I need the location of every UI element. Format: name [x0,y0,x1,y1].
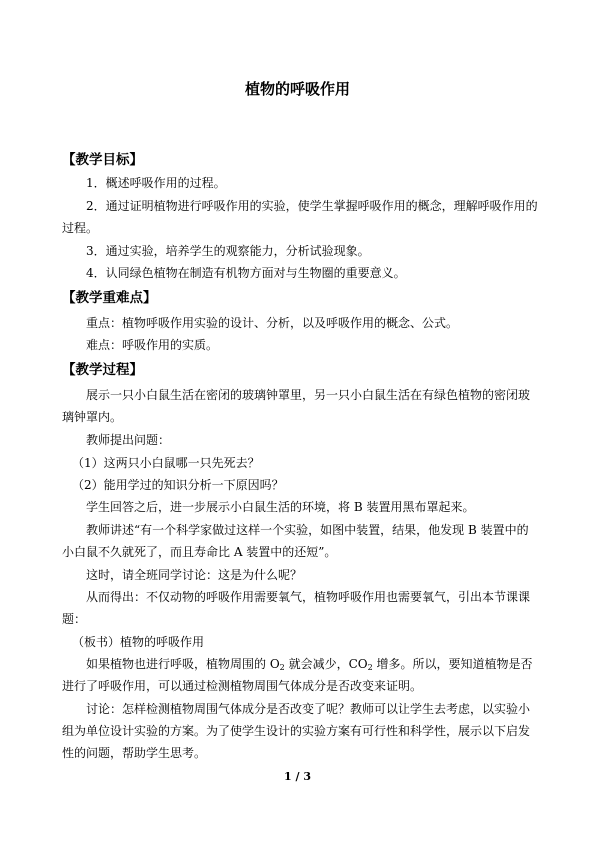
goal-item-3: 3．通过实验，培养学生的观察能力，分析试验现象。 [86,244,370,258]
goal-item-2: 2．通过证明植物进行呼吸作用的实验，使学生掌握呼吸作用的概念，理解呼吸作用的过程。 [62,199,538,235]
page-title: 植物的呼吸作用 [244,80,350,98]
process-paragraph: 如果植物也进行呼吸，植物周围的 $O_2$ 就会减少，$CO_2$ 增多。所以，要知道植物是否进行了呼吸作用，可以通过检测植物周围气体成分是否改变来证明。 [62,657,533,693]
process-paragraph: 讨论：怎样检测植物周围气体成分是否改变了呢？教师可以让学生去考虑，以实验小组为单位设计实验的方案。为了使学生设计的实验方案有可行性和科学性，展示以下启发性的问题，帮助学生思考。 [62,702,531,760]
key-points-heading: 【教学重难点】 [62,290,157,306]
process-paragraph: 这时，请全班同学讨论：这是为什么呢？ [86,568,303,582]
question-item: （2）能用学过的知识分析一下原因吗？ [72,478,284,492]
page-number: 1 / 3 [284,770,311,783]
focus-text: 重点：植物呼吸作用实验的设计、分析，以及呼吸作用的概念、公式。 [86,316,459,330]
board-note: （板书）植物的呼吸作用 [72,635,205,649]
question-item: （1）这两只小白鼠哪一只先死去？ [72,456,260,470]
process-paragraph: 展示一只小白鼠生活在密闭的玻璃钟罩里，另一只小白鼠生活在有绿色植物的密闭玻璃钟罩内。 [62,388,531,424]
process-paragraph: 教师提出问题： [86,433,171,447]
process-heading: 【教学过程】 [62,362,143,378]
process-paragraph: 从而得出：不仅动物的呼吸作用需要氧气，植物呼吸作用也需要氧气，引出本节课课题： [62,590,531,626]
process-paragraph: 学生回答之后，进一步展示小白鼠生活的环境，将 B 装置用黑布罩起来。 [86,500,475,514]
difficulty-text: 难点：呼吸作用的实质。 [86,338,219,352]
goal-item-1: 1．概述呼吸作用的过程。 [86,176,226,190]
goals-heading: 【教学目标】 [62,152,143,168]
process-paragraph: 教师讲述“有一个科学家做过这样一个实验，如图中装置，结果，他发现 B 装置中的小白鼠不久就死了，而且寿命比 A 装置中的还短”。 [62,523,529,559]
goal-item-4: 4．认同绿色植物在制造有机物方面对与生物圈的重要意义。 [86,266,406,280]
